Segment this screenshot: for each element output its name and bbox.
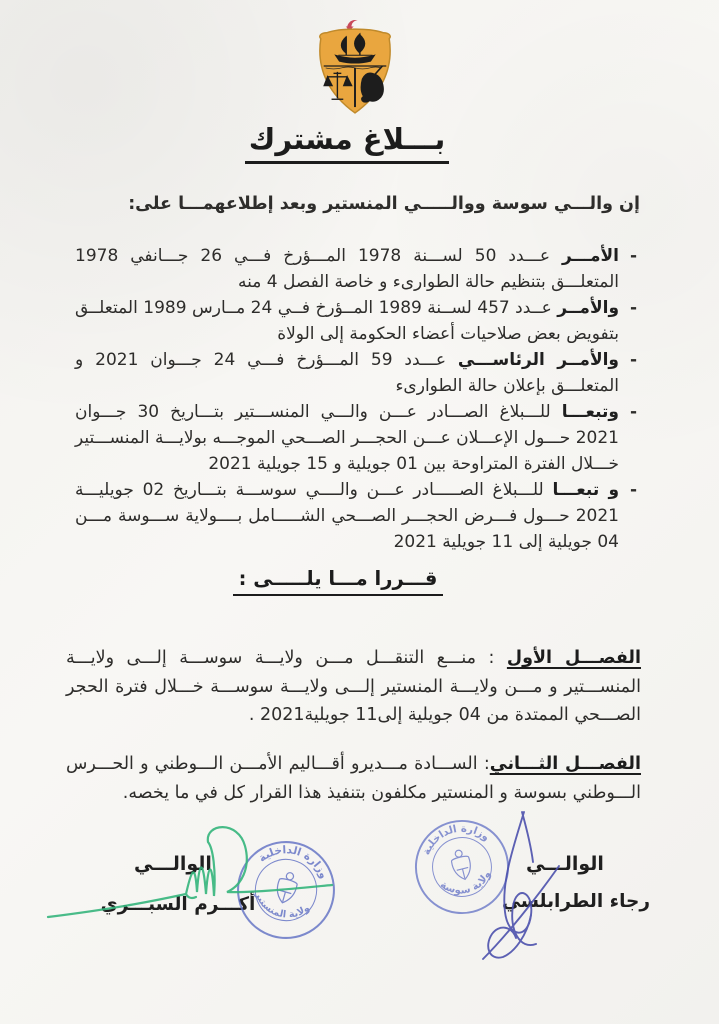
governor-name-right: رجاء الطرابلسي: [501, 891, 651, 912]
reference-text: عـــدد 50 لســـنة 1978 المـــؤرخ فـــي 26 جـــانفي 1978 المتعلـــق بتنظيم حالة الطوارىء و خاصة الفصل 4 منه: [75, 246, 619, 292]
svg-text:ولاية المنستير: [247, 887, 314, 928]
article-1-sep: :: [476, 648, 507, 668]
svg-text:ولاية سوسة: [436, 867, 497, 903]
article-2: [66, 750, 641, 807]
stamp-text-top: وزارة الداخلية: [420, 822, 492, 857]
title-wrap: [237, 122, 457, 164]
reference-text: للـــبلاغ الصـــــادر عـــن والــــي سوســـة بتـــاريخ 02 جويليـــة 2021 حـــول فـــرض الحجـــر الصـــحي الشـــــامل بــــولاية ســـوسة مـــن 04 جويلية إلى 11 جويلية 2021: [75, 480, 619, 552]
stamp-text-top: وزارة الداخلية: [255, 843, 331, 881]
reference-lead: و تبعـــا: [552, 480, 620, 500]
governor-title-right: الوالـــي: [526, 853, 604, 875]
list-item: [75, 243, 639, 295]
reference-lead: وتبعـــا: [561, 402, 620, 422]
list-item: [75, 347, 639, 399]
article-2-text: الســـادة مـــديرو أقـــاليم الأمـــن الـــوطني و الحـــرس الـــوطني بسوسة و المنستير مكلفون بتنفيذ هذا القرار كل في ما يخصه.: [66, 754, 641, 803]
tunisia-coat-of-arms-icon: [311, 16, 399, 116]
reference-text: للـــبلاغ الصـــادر عـــن والـــي المنســـتير بتـــاريخ 30 جـــوان 2021 حـــول الإعـــلان عـــن الحجـــر الصـــحي الموجـــه بولايـــة المنســـتير خـــلال الفترة المتراوحة بين 01 جويلية و 15 جويلية 2021: [75, 402, 619, 474]
stamp-text-bottom: ولاية المنستير: [252, 890, 312, 921]
ministry-stamp-monastir-icon: [223, 827, 349, 953]
article-1: [66, 644, 641, 730]
decision-heading: قـــررا مـــا يلـــــى :: [233, 567, 444, 596]
list-item: [75, 295, 639, 347]
stamp-text-bottom: ولاية سوسة: [437, 868, 494, 897]
article-1-text: منـــع التنقـــل مـــن ولايـــة سوســـة إلـــى ولايـــة المنســـتير و مـــن ولايـــة المنستير إلـــى ولايـــة سوســـة خـــلال فترة الحجر الصـــحي الممتدة من 04 جويلية إلى11 جويلية2021 .: [66, 648, 641, 725]
references-list: [75, 243, 639, 555]
reference-text: عــدد 457 لســنة 1989 المــؤرخ فــي 24 مــارس 1989 المتعلــق بتفويض بعض صلاحيات أعضاء الحكومة إلى الولاة: [75, 298, 619, 344]
document-title: بـــلاغ مشترك: [245, 122, 449, 164]
governor-title-left: الوالـــي: [134, 853, 212, 875]
list-item: [75, 399, 639, 477]
article-2-sep: :: [477, 754, 490, 774]
reference-lead: والأمــر: [557, 298, 620, 318]
reference-text: عـــدد 59 المـــؤرخ فـــي 24 جـــوان 2021 و المتعلـــق بإعلان حالة الطوارىء: [75, 350, 619, 396]
intro-line: إن والـــي سوسة ووالـــــي المنستير وبعد إطلاعهمـــا على:: [128, 194, 640, 214]
governor-name-left: أكـــرم السبـــري: [100, 894, 256, 915]
article-1-lead: الفصـــل الأول: [506, 648, 641, 668]
svg-text:وزارة الداخلية: [254, 834, 337, 883]
list-item: [75, 477, 639, 555]
reference-lead: والأمــر الرئاســـي: [457, 350, 619, 370]
decision-heading-wrap: [188, 567, 488, 596]
article-2-lead: الفصـــل الثـــاني: [489, 754, 641, 774]
reference-lead: الأمـــر: [561, 246, 620, 266]
